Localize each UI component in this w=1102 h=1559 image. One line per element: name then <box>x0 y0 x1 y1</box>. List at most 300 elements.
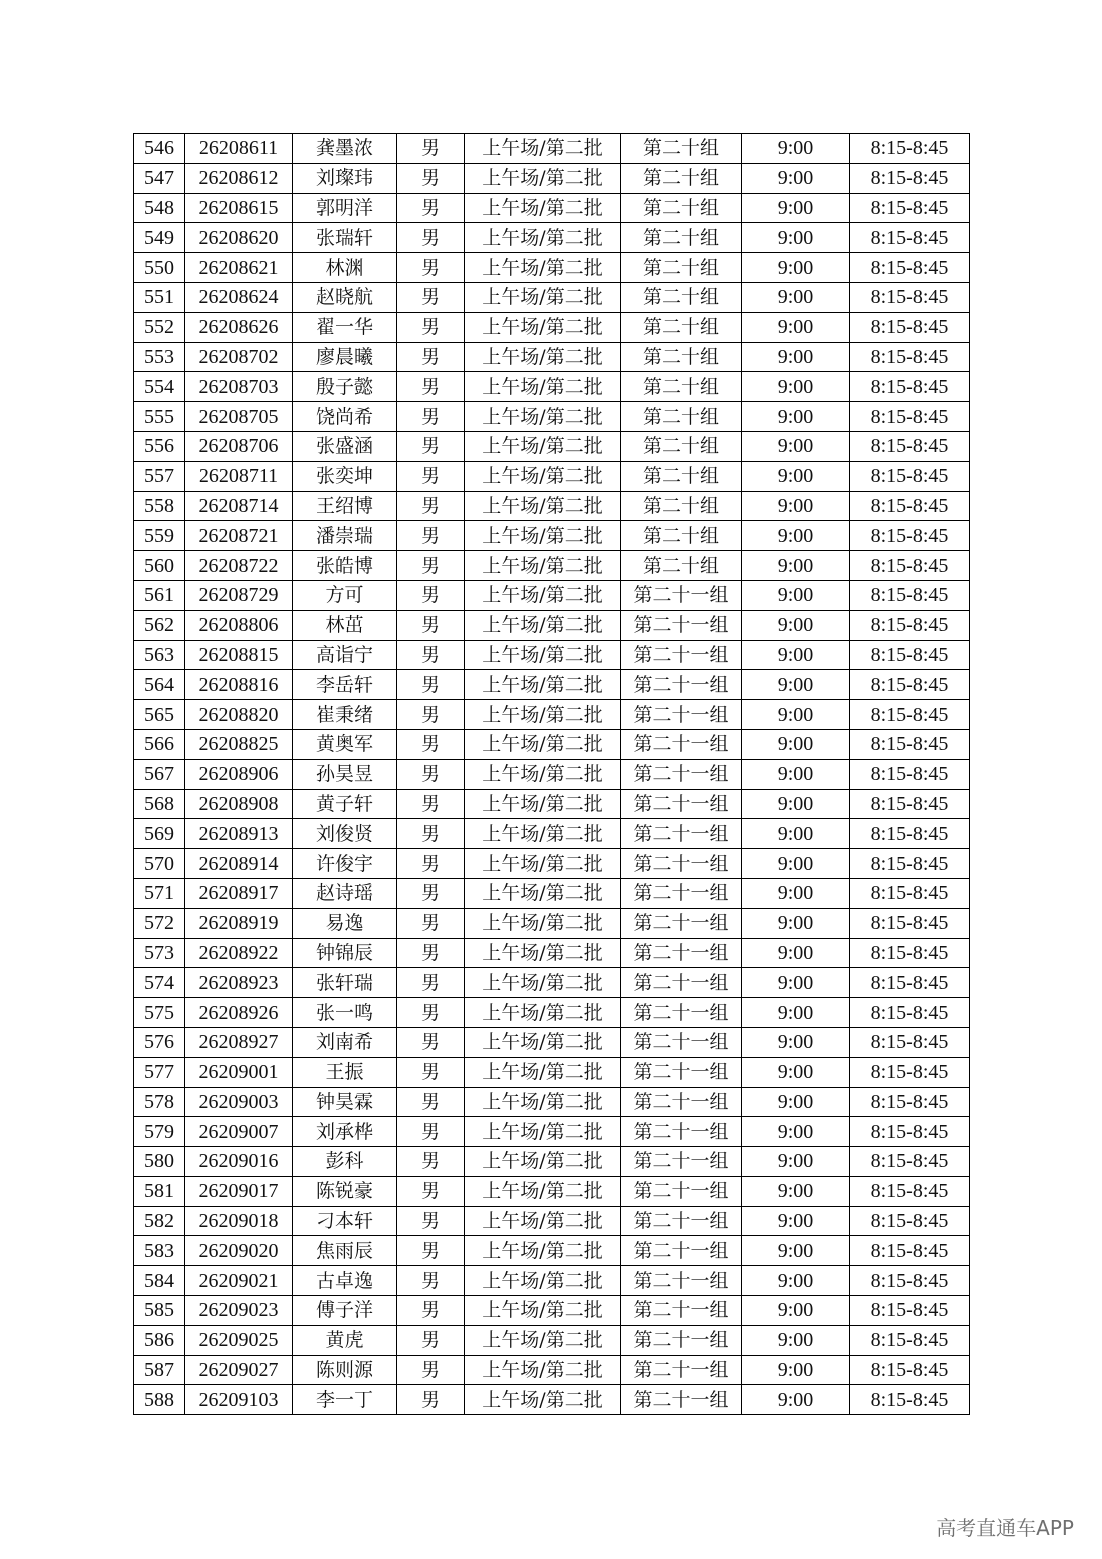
session-cell: 上午场/第二批 <box>465 1236 621 1266</box>
gender-cell: 男 <box>397 640 465 670</box>
checkin-time-cell: 8:15-8:45 <box>850 1206 970 1236</box>
checkin-time-cell: 8:15-8:45 <box>850 1266 970 1296</box>
table-row <box>134 1147 970 1177</box>
time-cell: 9:00 <box>742 1236 850 1266</box>
session-cell: 上午场/第二批 <box>465 461 621 491</box>
exam-number-cell: 26208624 <box>185 282 293 312</box>
table-row <box>134 1296 970 1326</box>
checkin-time-cell: 8:15-8:45 <box>850 372 970 402</box>
exam-number-cell: 26208703 <box>185 372 293 402</box>
table-body <box>134 134 970 1415</box>
group-cell: 第二十一组 <box>621 1385 742 1415</box>
group-cell: 第二十组 <box>621 134 742 164</box>
exam-number-cell: 26209017 <box>185 1176 293 1206</box>
name-cell: 饶尚希 <box>293 402 397 432</box>
checkin-time-cell: 8:15-8:45 <box>850 640 970 670</box>
seq-cell: 555 <box>134 402 185 432</box>
seq-cell: 568 <box>134 789 185 819</box>
gender-cell: 男 <box>397 521 465 551</box>
name-cell: 刘南希 <box>293 1027 397 1057</box>
exam-number-cell: 26209018 <box>185 1206 293 1236</box>
seq-cell: 569 <box>134 819 185 849</box>
table-row <box>134 312 970 342</box>
group-cell: 第二十组 <box>621 402 742 432</box>
name-cell: 王绍博 <box>293 491 397 521</box>
gender-cell: 男 <box>397 1057 465 1087</box>
session-cell: 上午场/第二批 <box>465 1027 621 1057</box>
table-row <box>134 431 970 461</box>
exam-number-cell: 26209027 <box>185 1355 293 1385</box>
checkin-time-cell: 8:15-8:45 <box>850 163 970 193</box>
time-cell: 9:00 <box>742 1296 850 1326</box>
seq-cell: 564 <box>134 670 185 700</box>
checkin-time-cell: 8:15-8:45 <box>850 968 970 998</box>
checkin-time-cell: 8:15-8:45 <box>850 1057 970 1087</box>
gender-cell: 男 <box>397 163 465 193</box>
table-row <box>134 223 970 253</box>
name-cell: 刁本轩 <box>293 1206 397 1236</box>
table-row <box>134 878 970 908</box>
session-cell: 上午场/第二批 <box>465 1385 621 1415</box>
time-cell: 9:00 <box>742 1057 850 1087</box>
checkin-time-cell: 8:15-8:45 <box>850 759 970 789</box>
checkin-time-cell: 8:15-8:45 <box>850 342 970 372</box>
table-row <box>134 908 970 938</box>
time-cell: 9:00 <box>742 610 850 640</box>
session-cell: 上午场/第二批 <box>465 312 621 342</box>
session-cell: 上午场/第二批 <box>465 372 621 402</box>
name-cell: 李岳轩 <box>293 670 397 700</box>
seq-cell: 554 <box>134 372 185 402</box>
seq-cell: 548 <box>134 193 185 223</box>
gender-cell: 男 <box>397 849 465 879</box>
session-cell: 上午场/第二批 <box>465 878 621 908</box>
checkin-time-cell: 8:15-8:45 <box>850 819 970 849</box>
group-cell: 第二十组 <box>621 491 742 521</box>
seq-cell: 566 <box>134 729 185 759</box>
name-cell: 钟锦辰 <box>293 938 397 968</box>
name-cell: 刘俊贤 <box>293 819 397 849</box>
group-cell: 第二十一组 <box>621 1027 742 1057</box>
table-row <box>134 134 970 164</box>
session-cell: 上午场/第二批 <box>465 1266 621 1296</box>
seq-cell: 574 <box>134 968 185 998</box>
session-cell: 上午场/第二批 <box>465 134 621 164</box>
gender-cell: 男 <box>397 670 465 700</box>
gender-cell: 男 <box>397 908 465 938</box>
seq-cell: 560 <box>134 551 185 581</box>
checkin-time-cell: 8:15-8:45 <box>850 193 970 223</box>
session-cell: 上午场/第二批 <box>465 729 621 759</box>
time-cell: 9:00 <box>742 640 850 670</box>
name-cell: 郭明洋 <box>293 193 397 223</box>
checkin-time-cell: 8:15-8:45 <box>850 1236 970 1266</box>
time-cell: 9:00 <box>742 998 850 1028</box>
table-row <box>134 998 970 1028</box>
table-row <box>134 700 970 730</box>
group-cell: 第二十一组 <box>621 610 742 640</box>
exam-number-cell: 26208612 <box>185 163 293 193</box>
time-cell: 9:00 <box>742 789 850 819</box>
table-row <box>134 819 970 849</box>
checkin-time-cell: 8:15-8:45 <box>850 134 970 164</box>
name-cell: 张瑞轩 <box>293 223 397 253</box>
table-row <box>134 163 970 193</box>
group-cell: 第二十一组 <box>621 580 742 610</box>
gender-cell: 男 <box>397 1266 465 1296</box>
session-cell: 上午场/第二批 <box>465 1296 621 1326</box>
name-cell: 林茁 <box>293 610 397 640</box>
time-cell: 9:00 <box>742 759 850 789</box>
group-cell: 第二十组 <box>621 342 742 372</box>
time-cell: 9:00 <box>742 1385 850 1415</box>
table-row <box>134 1266 970 1296</box>
group-cell: 第二十一组 <box>621 998 742 1028</box>
checkin-time-cell: 8:15-8:45 <box>850 1027 970 1057</box>
time-cell: 9:00 <box>742 1176 850 1206</box>
name-cell: 焦雨辰 <box>293 1236 397 1266</box>
session-cell: 上午场/第二批 <box>465 1117 621 1147</box>
checkin-time-cell: 8:15-8:45 <box>850 789 970 819</box>
session-cell: 上午场/第二批 <box>465 163 621 193</box>
seq-cell: 556 <box>134 431 185 461</box>
time-cell: 9:00 <box>742 402 850 432</box>
group-cell: 第二十一组 <box>621 938 742 968</box>
gender-cell: 男 <box>397 1355 465 1385</box>
session-cell: 上午场/第二批 <box>465 1147 621 1177</box>
gender-cell: 男 <box>397 1385 465 1415</box>
session-cell: 上午场/第二批 <box>465 1057 621 1087</box>
name-cell: 李一丁 <box>293 1385 397 1415</box>
name-cell: 黄奥军 <box>293 729 397 759</box>
time-cell: 9:00 <box>742 521 850 551</box>
gender-cell: 男 <box>397 1296 465 1326</box>
gender-cell: 男 <box>397 759 465 789</box>
time-cell: 9:00 <box>742 700 850 730</box>
seq-cell: 551 <box>134 282 185 312</box>
exam-number-cell: 26209016 <box>185 1147 293 1177</box>
session-cell: 上午场/第二批 <box>465 998 621 1028</box>
gender-cell: 男 <box>397 312 465 342</box>
exam-number-cell: 26208722 <box>185 551 293 581</box>
table-row <box>134 253 970 283</box>
name-cell: 张奕坤 <box>293 461 397 491</box>
checkin-time-cell: 8:15-8:45 <box>850 1296 970 1326</box>
group-cell: 第二十一组 <box>621 1176 742 1206</box>
group-cell: 第二十一组 <box>621 640 742 670</box>
session-cell: 上午场/第二批 <box>465 521 621 551</box>
time-cell: 9:00 <box>742 372 850 402</box>
seq-cell: 578 <box>134 1087 185 1117</box>
table-row <box>134 461 970 491</box>
time-cell: 9:00 <box>742 282 850 312</box>
table-row <box>134 1176 970 1206</box>
session-cell: 上午场/第二批 <box>465 1355 621 1385</box>
exam-number-cell: 26208806 <box>185 610 293 640</box>
name-cell: 黄虎 <box>293 1325 397 1355</box>
exam-number-cell: 26208714 <box>185 491 293 521</box>
session-cell: 上午场/第二批 <box>465 402 621 432</box>
session-cell: 上午场/第二批 <box>465 1176 621 1206</box>
name-cell: 古卓逸 <box>293 1266 397 1296</box>
group-cell: 第二十一组 <box>621 729 742 759</box>
exam-number-cell: 26208615 <box>185 193 293 223</box>
seq-cell: 575 <box>134 998 185 1028</box>
checkin-time-cell: 8:15-8:45 <box>850 938 970 968</box>
time-cell: 9:00 <box>742 1266 850 1296</box>
seq-cell: 579 <box>134 1117 185 1147</box>
exam-number-cell: 26209025 <box>185 1325 293 1355</box>
gender-cell: 男 <box>397 580 465 610</box>
session-cell: 上午场/第二批 <box>465 342 621 372</box>
exam-number-cell: 26208906 <box>185 759 293 789</box>
group-cell: 第二十组 <box>621 223 742 253</box>
exam-number-cell: 26208711 <box>185 461 293 491</box>
table-row <box>134 1325 970 1355</box>
seq-cell: 570 <box>134 849 185 879</box>
exam-number-cell: 26208706 <box>185 431 293 461</box>
name-cell: 傅子洋 <box>293 1296 397 1326</box>
time-cell: 9:00 <box>742 551 850 581</box>
time-cell: 9:00 <box>742 938 850 968</box>
name-cell: 黄子轩 <box>293 789 397 819</box>
gender-cell: 男 <box>397 789 465 819</box>
table-row <box>134 1236 970 1266</box>
exam-number-cell: 26208721 <box>185 521 293 551</box>
table-row <box>134 372 970 402</box>
time-cell: 9:00 <box>742 134 850 164</box>
gender-cell: 男 <box>397 372 465 402</box>
session-cell: 上午场/第二批 <box>465 849 621 879</box>
time-cell: 9:00 <box>742 223 850 253</box>
table-row <box>134 580 970 610</box>
exam-number-cell: 26208926 <box>185 998 293 1028</box>
group-cell: 第二十组 <box>621 521 742 551</box>
exam-number-cell: 26208816 <box>185 670 293 700</box>
seq-cell: 571 <box>134 878 185 908</box>
seq-cell: 546 <box>134 134 185 164</box>
name-cell: 赵诗瑶 <box>293 878 397 908</box>
exam-number-cell: 26208702 <box>185 342 293 372</box>
time-cell: 9:00 <box>742 193 850 223</box>
time-cell: 9:00 <box>742 491 850 521</box>
gender-cell: 男 <box>397 193 465 223</box>
exam-number-cell: 26208729 <box>185 580 293 610</box>
checkin-time-cell: 8:15-8:45 <box>850 223 970 253</box>
table-row <box>134 1087 970 1117</box>
session-cell: 上午场/第二批 <box>465 253 621 283</box>
exam-number-cell: 26209003 <box>185 1087 293 1117</box>
table-row <box>134 1027 970 1057</box>
checkin-time-cell: 8:15-8:45 <box>850 849 970 879</box>
table-row <box>134 849 970 879</box>
group-cell: 第二十组 <box>621 312 742 342</box>
group-cell: 第二十一组 <box>621 700 742 730</box>
time-cell: 9:00 <box>742 1147 850 1177</box>
time-cell: 9:00 <box>742 908 850 938</box>
time-cell: 9:00 <box>742 968 850 998</box>
checkin-time-cell: 8:15-8:45 <box>850 1385 970 1415</box>
gender-cell: 男 <box>397 938 465 968</box>
seq-cell: 550 <box>134 253 185 283</box>
seq-cell: 586 <box>134 1325 185 1355</box>
gender-cell: 男 <box>397 1147 465 1177</box>
gender-cell: 男 <box>397 134 465 164</box>
exam-number-cell: 26209103 <box>185 1385 293 1415</box>
group-cell: 第二十一组 <box>621 1355 742 1385</box>
checkin-time-cell: 8:15-8:45 <box>850 998 970 1028</box>
time-cell: 9:00 <box>742 1325 850 1355</box>
student-schedule-table <box>133 133 970 1415</box>
time-cell: 9:00 <box>742 342 850 372</box>
session-cell: 上午场/第二批 <box>465 1087 621 1117</box>
table-row <box>134 521 970 551</box>
time-cell: 9:00 <box>742 670 850 700</box>
table-row <box>134 1206 970 1236</box>
checkin-time-cell: 8:15-8:45 <box>850 253 970 283</box>
time-cell: 9:00 <box>742 729 850 759</box>
name-cell: 翟一华 <box>293 312 397 342</box>
group-cell: 第二十组 <box>621 193 742 223</box>
name-cell: 高诣宁 <box>293 640 397 670</box>
group-cell: 第二十组 <box>621 163 742 193</box>
exam-number-cell: 26208922 <box>185 938 293 968</box>
seq-cell: 576 <box>134 1027 185 1057</box>
checkin-time-cell: 8:15-8:45 <box>850 551 970 581</box>
exam-number-cell: 26209020 <box>185 1236 293 1266</box>
group-cell: 第二十组 <box>621 282 742 312</box>
group-cell: 第二十组 <box>621 461 742 491</box>
seq-cell: 565 <box>134 700 185 730</box>
name-cell: 张轩瑞 <box>293 968 397 998</box>
session-cell: 上午场/第二批 <box>465 1325 621 1355</box>
watermark-text: 高考直通车APP <box>936 1516 1074 1540</box>
session-cell: 上午场/第二批 <box>465 908 621 938</box>
table-row <box>134 551 970 581</box>
session-cell: 上午场/第二批 <box>465 223 621 253</box>
name-cell: 赵晓航 <box>293 282 397 312</box>
exam-number-cell: 26208815 <box>185 640 293 670</box>
name-cell: 潘崇瑞 <box>293 521 397 551</box>
gender-cell: 男 <box>397 223 465 253</box>
session-cell: 上午场/第二批 <box>465 640 621 670</box>
gender-cell: 男 <box>397 998 465 1028</box>
name-cell: 张皓博 <box>293 551 397 581</box>
name-cell: 钟昊霖 <box>293 1087 397 1117</box>
checkin-time-cell: 8:15-8:45 <box>850 521 970 551</box>
time-cell: 9:00 <box>742 1087 850 1117</box>
session-cell: 上午场/第二批 <box>465 610 621 640</box>
checkin-time-cell: 8:15-8:45 <box>850 402 970 432</box>
time-cell: 9:00 <box>742 1027 850 1057</box>
group-cell: 第二十一组 <box>621 849 742 879</box>
session-cell: 上午场/第二批 <box>465 580 621 610</box>
session-cell: 上午场/第二批 <box>465 1206 621 1236</box>
checkin-time-cell: 8:15-8:45 <box>850 1355 970 1385</box>
exam-number-cell: 26208626 <box>185 312 293 342</box>
table-row <box>134 789 970 819</box>
name-cell: 方可 <box>293 580 397 610</box>
session-cell: 上午场/第二批 <box>465 431 621 461</box>
session-cell: 上午场/第二批 <box>465 700 621 730</box>
exam-number-cell: 26208923 <box>185 968 293 998</box>
gender-cell: 男 <box>397 431 465 461</box>
name-cell: 许俊宇 <box>293 849 397 879</box>
exam-number-cell: 26208913 <box>185 819 293 849</box>
table-row <box>134 193 970 223</box>
group-cell: 第二十一组 <box>621 759 742 789</box>
session-cell: 上午场/第二批 <box>465 968 621 998</box>
name-cell: 陈则源 <box>293 1355 397 1385</box>
table-row <box>134 491 970 521</box>
seq-cell: 580 <box>134 1147 185 1177</box>
exam-number-cell: 26208908 <box>185 789 293 819</box>
time-cell: 9:00 <box>742 1355 850 1385</box>
gender-cell: 男 <box>397 1206 465 1236</box>
seq-cell: 558 <box>134 491 185 521</box>
table-row <box>134 1355 970 1385</box>
seq-cell: 561 <box>134 580 185 610</box>
group-cell: 第二十一组 <box>621 789 742 819</box>
name-cell: 孙昊昱 <box>293 759 397 789</box>
exam-number-cell: 26208914 <box>185 849 293 879</box>
checkin-time-cell: 8:15-8:45 <box>850 461 970 491</box>
checkin-time-cell: 8:15-8:45 <box>850 908 970 938</box>
seq-cell: 552 <box>134 312 185 342</box>
gender-cell: 男 <box>397 610 465 640</box>
checkin-time-cell: 8:15-8:45 <box>850 580 970 610</box>
seq-cell: 587 <box>134 1355 185 1385</box>
session-cell: 上午场/第二批 <box>465 193 621 223</box>
checkin-time-cell: 8:15-8:45 <box>850 878 970 908</box>
name-cell: 易逸 <box>293 908 397 938</box>
seq-cell: 582 <box>134 1206 185 1236</box>
gender-cell: 男 <box>397 461 465 491</box>
checkin-time-cell: 8:15-8:45 <box>850 1087 970 1117</box>
table-row <box>134 759 970 789</box>
group-cell: 第二十一组 <box>621 1296 742 1326</box>
seq-cell: 584 <box>134 1266 185 1296</box>
time-cell: 9:00 <box>742 461 850 491</box>
gender-cell: 男 <box>397 1176 465 1206</box>
name-cell: 刘承桦 <box>293 1117 397 1147</box>
session-cell: 上午场/第二批 <box>465 789 621 819</box>
time-cell: 9:00 <box>742 1117 850 1147</box>
checkin-time-cell: 8:15-8:45 <box>850 1117 970 1147</box>
seq-cell: 585 <box>134 1296 185 1326</box>
session-cell: 上午场/第二批 <box>465 551 621 581</box>
time-cell: 9:00 <box>742 1206 850 1236</box>
exam-number-cell: 26208705 <box>185 402 293 432</box>
gender-cell: 男 <box>397 819 465 849</box>
table-row <box>134 610 970 640</box>
gender-cell: 男 <box>397 1117 465 1147</box>
exam-number-cell: 26208820 <box>185 700 293 730</box>
table-row <box>134 1385 970 1415</box>
name-cell: 崔秉绪 <box>293 700 397 730</box>
exam-number-cell: 26208927 <box>185 1027 293 1057</box>
name-cell: 陈锐豪 <box>293 1176 397 1206</box>
time-cell: 9:00 <box>742 819 850 849</box>
gender-cell: 男 <box>397 282 465 312</box>
group-cell: 第二十一组 <box>621 819 742 849</box>
exam-number-cell: 26208611 <box>185 134 293 164</box>
group-cell: 第二十组 <box>621 372 742 402</box>
table-row <box>134 968 970 998</box>
exam-number-cell: 26208919 <box>185 908 293 938</box>
table-row <box>134 402 970 432</box>
table-row <box>134 729 970 759</box>
